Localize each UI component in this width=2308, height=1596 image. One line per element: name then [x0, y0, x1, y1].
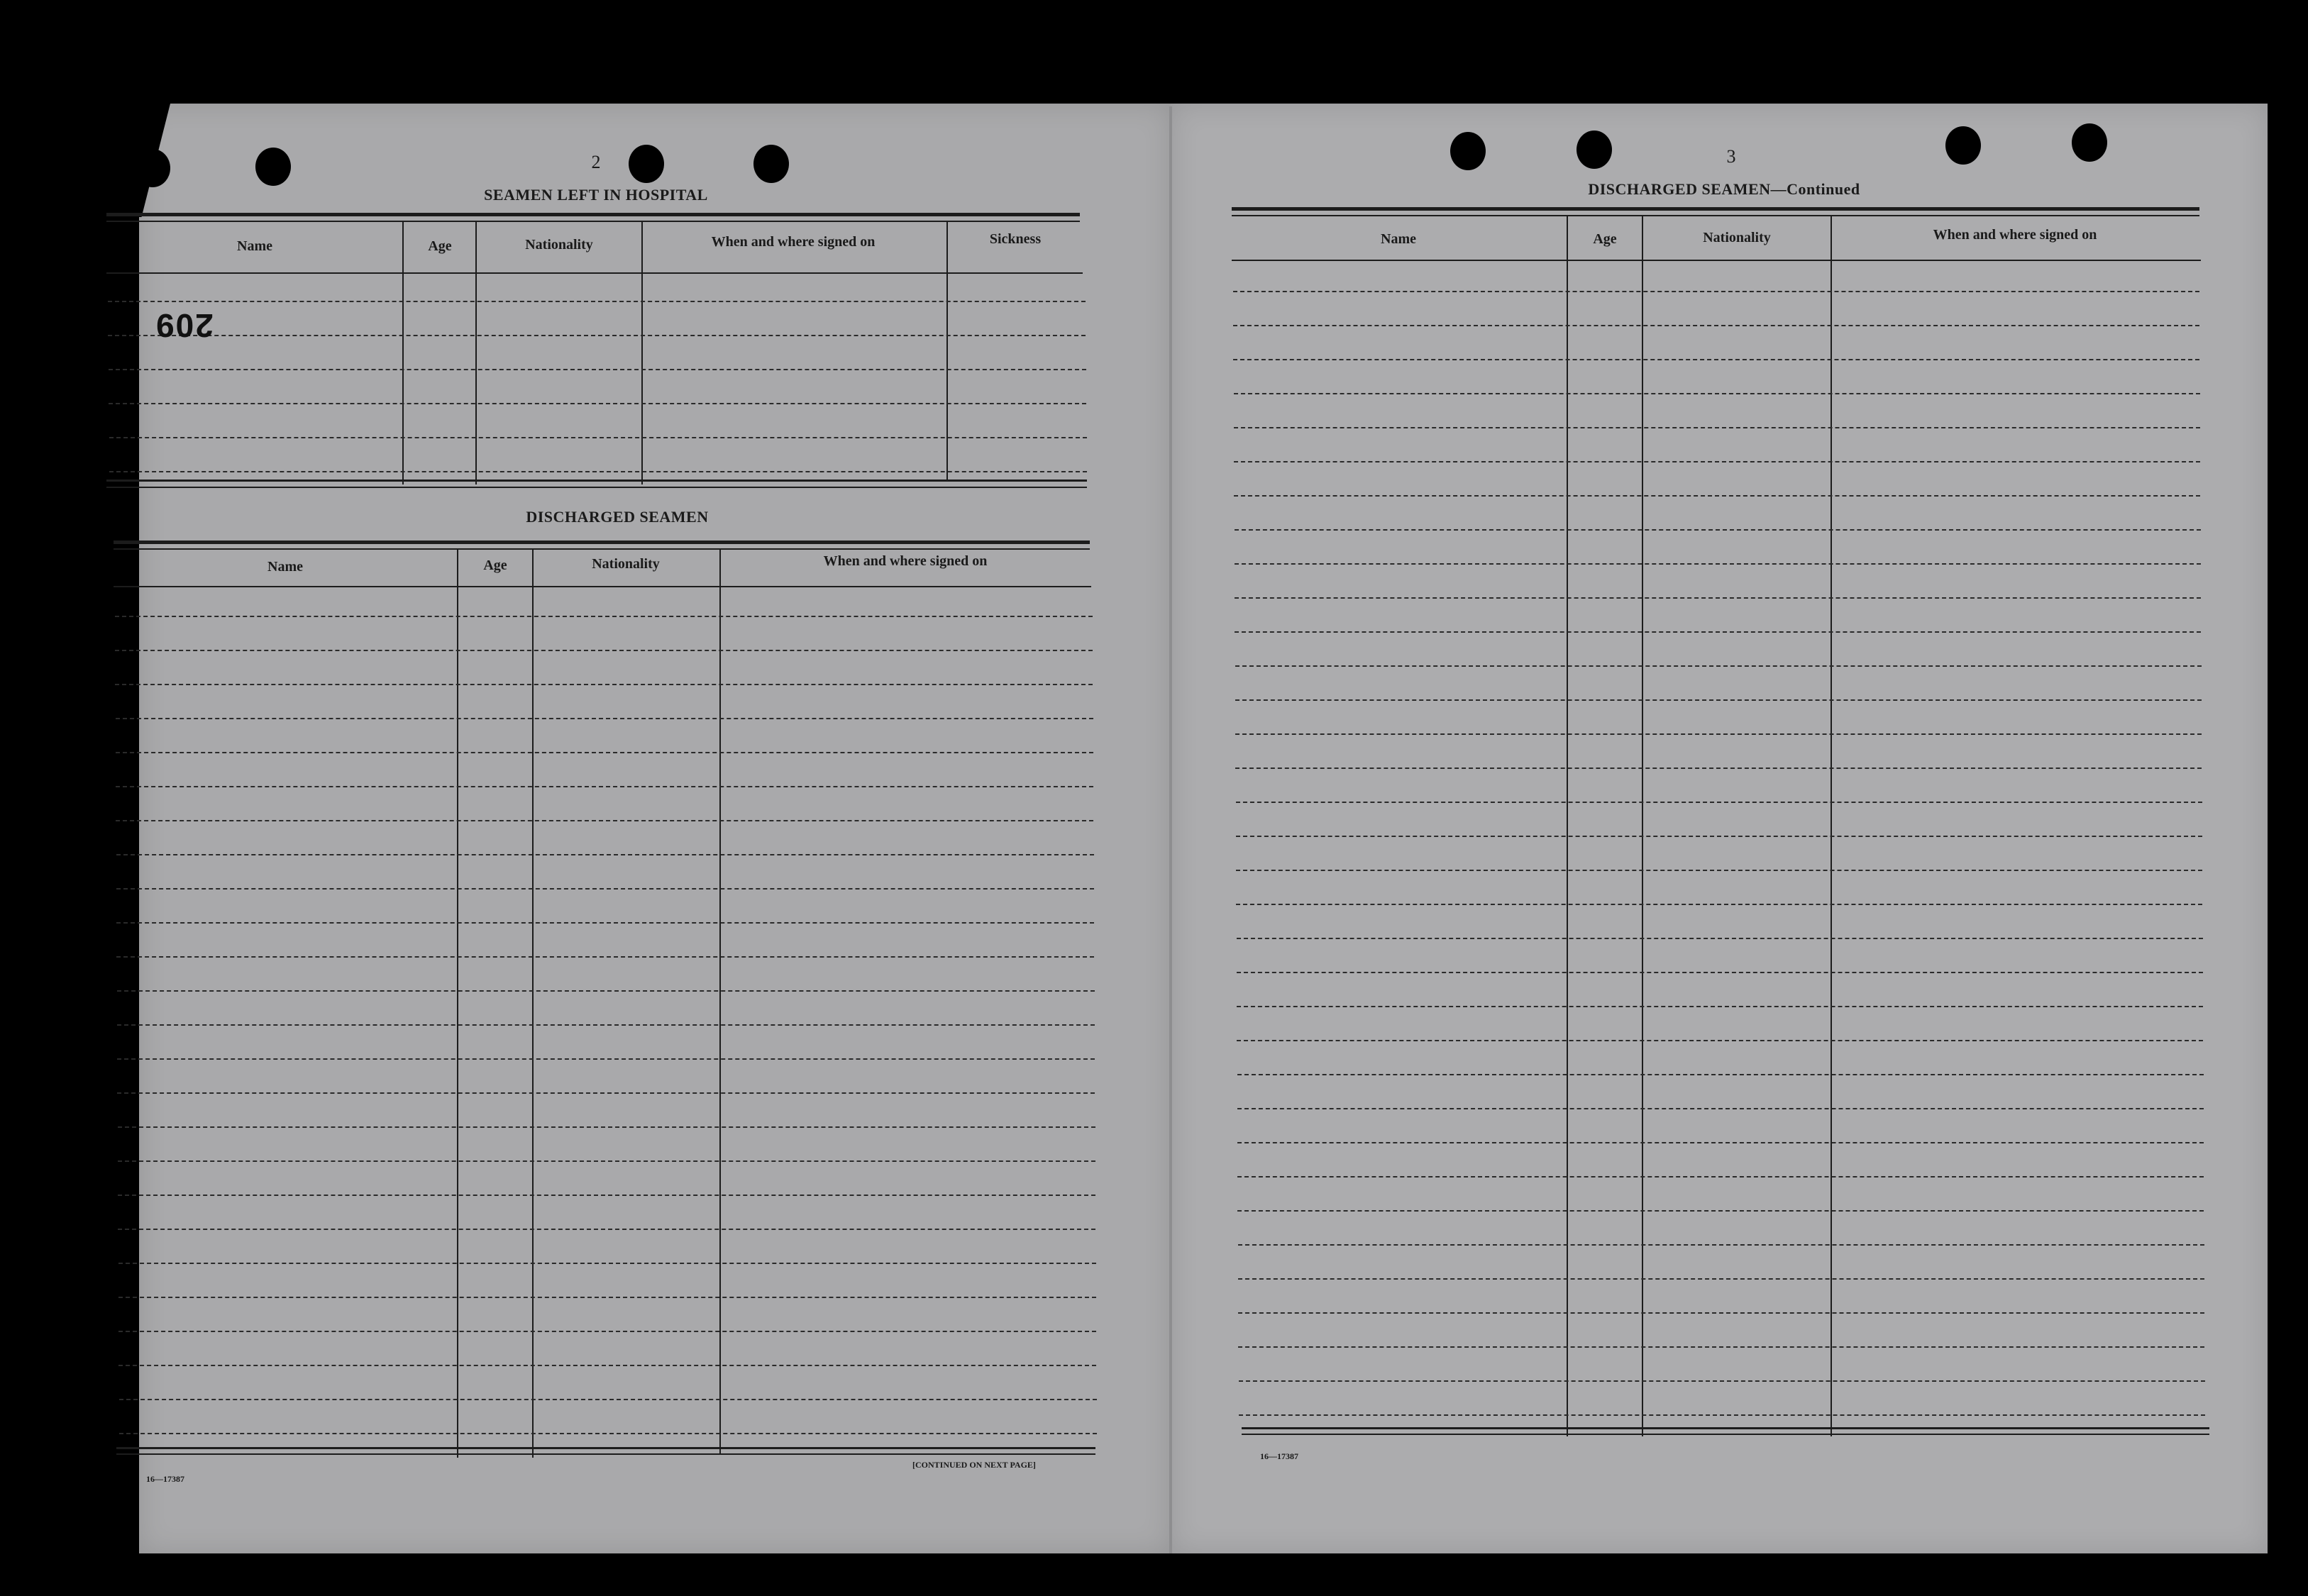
ruled-line [1234, 427, 2200, 428]
ruled-line [118, 1365, 1096, 1366]
punch-hole [1945, 126, 1981, 165]
ruled-line [109, 437, 1087, 438]
ruled-line [118, 1263, 1096, 1264]
ruled-line [1235, 767, 2202, 769]
ruled-line [108, 301, 1086, 302]
ruled-line [1236, 836, 2202, 837]
ruled-line [1238, 1346, 2204, 1348]
column-header-sickness: Sickness [989, 231, 1042, 247]
ruled-line [118, 1297, 1096, 1298]
discharged-header-rule [114, 586, 1091, 587]
ruled-line [116, 854, 1094, 855]
punch-hole [629, 145, 664, 183]
continued-col-divider [1642, 216, 1643, 1436]
ruled-line [119, 1399, 1097, 1400]
ruled-line [109, 403, 1086, 404]
hospital-top-rule-thin [106, 221, 1080, 222]
punch-hole [255, 148, 291, 186]
discharged-top-rule [114, 541, 1090, 544]
column-header-nationality: Nationality [525, 237, 593, 253]
ruled-line [1237, 972, 2203, 973]
ruled-line [1236, 904, 2202, 905]
column-header-name: Name [267, 559, 303, 575]
ruled-line [116, 752, 1093, 753]
discharged-bottom-rule [116, 1447, 1095, 1449]
form-number: 16—17387 [1260, 1451, 1298, 1461]
punch-hole [1577, 131, 1612, 169]
discharged-col-divider [532, 550, 534, 1458]
discharged-bottom-rule-thin [116, 1453, 1095, 1455]
ruled-line [1234, 495, 2200, 497]
ruled-line [1237, 1074, 2204, 1075]
section-title-hospital: SEAMEN LEFT IN HOSPITAL [484, 186, 708, 204]
ruled-line [118, 1229, 1095, 1230]
ruled-line [1237, 1176, 2204, 1177]
continued-top-rule [1232, 207, 2199, 211]
discharged-col-divider [457, 550, 458, 1458]
column-header-name: Name [1381, 231, 1416, 247]
right-page [1171, 104, 2268, 1553]
ruled-line [118, 1126, 1095, 1128]
ruled-line [1234, 393, 2200, 394]
ruled-line [117, 1024, 1095, 1026]
punch-hole [2072, 123, 2107, 162]
form-number: 16—17387 [146, 1474, 184, 1484]
ruled-line [1239, 1380, 2205, 1382]
ruled-line [1237, 938, 2203, 939]
page-number: 3 [1726, 146, 1736, 167]
ruled-line [1235, 597, 2201, 599]
ruled-line [116, 922, 1094, 924]
stamp-number: 209 [155, 307, 214, 344]
continued-col-divider [1567, 216, 1568, 1436]
hospital-bottom-rule [106, 480, 1087, 482]
ruled-line [1237, 1142, 2204, 1143]
ruled-line [116, 820, 1093, 821]
continued-bottom-rule-thin [1242, 1434, 2209, 1435]
ruled-line [1236, 870, 2202, 871]
discharged-top-rule-thin [114, 548, 1090, 550]
ruled-line [116, 718, 1093, 719]
hospital-bottom-rule-thin [106, 487, 1087, 488]
ruled-line [117, 990, 1095, 992]
ruled-line [1235, 699, 2202, 701]
column-header-signed-on: When and where signed on [823, 553, 988, 569]
page-number: 2 [591, 152, 601, 172]
column-header-signed-on: When and where signed on [711, 234, 876, 250]
column-header-name: Name [237, 238, 272, 254]
hospital-top-rule [106, 213, 1080, 216]
ruled-line [109, 471, 1087, 472]
ruled-line [1237, 1210, 2204, 1212]
continued-col-divider [1831, 216, 1832, 1436]
ruled-line [119, 1433, 1097, 1434]
column-header-age: Age [1593, 231, 1617, 247]
ruled-line [1233, 359, 2199, 360]
section-title-discharged: DISCHARGED SEAMEN [526, 508, 709, 526]
ruled-line [1239, 1414, 2205, 1416]
ruled-line [117, 1092, 1095, 1094]
ruled-line [1235, 563, 2201, 565]
ruled-line [1238, 1312, 2204, 1314]
section-title-main: DISCHARGED SEAMEN [1588, 180, 1771, 198]
ruled-line [116, 888, 1094, 890]
ruled-line [116, 786, 1093, 787]
left-page [139, 104, 1171, 1553]
punch-hole [135, 149, 170, 187]
page-fold [1169, 106, 1172, 1553]
ruled-line [117, 1058, 1095, 1060]
hospital-col-divider [946, 222, 948, 481]
continued-header-rule [1232, 260, 2201, 261]
section-title-suffix: —Continued [1770, 180, 1860, 198]
continued-note: [CONTINUED ON NEXT PAGE] [912, 1460, 1036, 1470]
column-header-nationality: Nationality [592, 556, 660, 572]
ruled-line [1235, 733, 2202, 735]
hospital-header-rule [106, 272, 1083, 274]
ruled-line [1233, 325, 2199, 326]
column-header-nationality: Nationality [1703, 230, 1771, 245]
ruled-line [118, 1331, 1096, 1332]
hospital-col-divider [402, 222, 404, 484]
hospital-col-divider [475, 222, 477, 484]
ruled-line [1237, 1006, 2203, 1007]
ruled-line [1234, 461, 2200, 462]
ruled-line [1237, 1108, 2204, 1109]
discharged-col-divider [719, 550, 721, 1454]
ruled-line [115, 650, 1093, 651]
continued-bottom-rule [1242, 1427, 2209, 1429]
ruled-line [1238, 1244, 2204, 1246]
ruled-line [108, 335, 1086, 336]
punch-hole [1450, 132, 1486, 170]
ruled-line [116, 956, 1094, 958]
ruled-line [1237, 1040, 2203, 1041]
ruled-line [115, 616, 1093, 617]
column-header-age: Age [428, 238, 452, 254]
ruled-line [118, 1160, 1095, 1162]
ruled-line [1235, 529, 2201, 531]
ruled-line [1236, 802, 2202, 803]
column-header-age: Age [483, 558, 507, 573]
ruled-line [115, 684, 1093, 685]
ruled-line [1238, 1278, 2204, 1280]
ruled-line [1233, 291, 2199, 292]
continued-top-rule-thin [1232, 215, 2199, 216]
ruled-line [118, 1195, 1095, 1196]
punch-hole [753, 145, 789, 183]
hospital-col-divider [641, 222, 643, 484]
column-header-signed-on: When and where signed on [1933, 227, 2097, 243]
ruled-line [1235, 631, 2201, 633]
section-title-discharged-continued [1490, 180, 1958, 199]
ruled-line [109, 369, 1086, 370]
ruled-line [1235, 665, 2202, 667]
